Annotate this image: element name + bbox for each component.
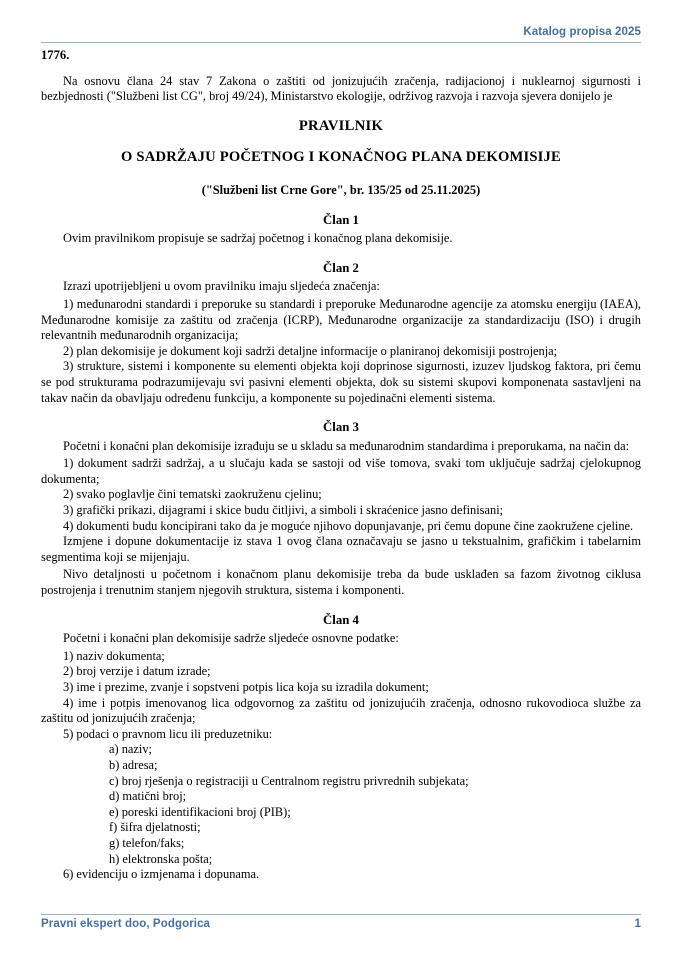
document-subtitle: O SADRŽAJU POČETNOG I KONAČNOG PLANA DEKOMISIJE [121,149,561,166]
footer-page-number: 1 [634,918,641,930]
header-title: Katalog propisa 2025 [523,26,641,38]
article-paragraph: Početni i konačni plan dekomisije sadrže sljedeće osnovne podatke: [63,631,399,646]
list-item: 1) naziv dokumenta; [63,648,165,663]
list-item: 3) strukture, sistemi i komponente su elementi objekta koji doprinose sigurnosti, izuzev ljudskog faktora, pri čemu se pod strukturama podrazumijevaju svi pasivni elementi objekta, dok su sistemi skupovi komponenata sastavljeni na takav način da obavljaju određenu funkciju, a komponente su pojedinačni elementi sistema. [41,359,641,405]
act-number: 1776. [41,48,70,62]
article-heading: Član 4 [323,612,359,627]
list-item: 4) ime i potpis imenovanog lica odgovornog za zaštitu od jonizujućih zračenja, odnosno rukovodioca službe za zaštitu od jonizujućih zračenja; [41,695,641,726]
list-item: 1) međunarodni standardi i preporuke su standardi i preporuke Međunarodne agencije za atomsku energiju (IAEA), Međunarodne komisije za zaštitu od zračenja (ICRP), Međunarodne organizacije za standardizaciju (ISO) i drugih relevantnih međunarodnih organizacija; [41,296,641,343]
article-paragraph: Ovim pravilnikom propisuje se sadržaj početnog i konačnog plana dekomisije. [63,231,453,246]
list-subitem: e) poreski identifikacioni broj (PIB); [109,804,291,819]
article-heading: Član 3 [323,420,359,435]
list-item: 3) ime i prezime, zvanje i sopstveni potpis lica koja su izradila dokument; [63,680,429,694]
list-subitem: a) naziv; [109,742,152,757]
article-paragraph: Početni i konačni plan dekomisije izrađuju se u skladu sa međunarodnim standardima i preporukama, na način da: [63,438,630,453]
footer-publisher: Pravni ekspert doo, Podgorica [41,918,211,930]
document-source-reference: ("Službeni list Crne Gore", br. 135/25 od 25.11.2025) [201,182,481,197]
list-item: 6) evidenciju o izmjenama i dopunama. [63,867,260,882]
list-item: 3) grafički prikazi, dijagrami i skice budu čitljivi, a simboli i skraćenice jasno definisani; [63,503,504,518]
list-subitem: g) telefon/faks; [109,835,185,850]
page-header [41,22,641,43]
list-item: 2) svako poglavlje čini tematski zaokruženu cjelinu; [63,487,322,502]
footer-row [41,918,641,930]
article-closing-paragraph: Izmjene i dopune dokumentacije iz stava 1 ovog člana označavaju se jasno u tekstualnim, grafičkim i tabelarnim segmentima koji se mijenjaju. [41,534,641,564]
list-subitem: d) matični broj; [109,789,187,804]
article-heading: Član 2 [323,260,359,275]
list-item: 1) dokument sadrži sadržaj, a u slučaju kada se sastoji od više tomova, svaki tom uključuje sadržaj cjelokupnog dokumenta; [41,456,641,486]
list-item: 2) broj verzije i datum izrade; [63,664,211,679]
document-title: PRAVILNIK [298,117,384,134]
list-item: 5) podaci o pravnom licu ili preduzetniku: [63,726,273,741]
article-paragraph: Izrazi upotrijebljeni u ovom pravilniku imaju sljedeća značenja: [63,279,380,294]
list-item: 4) dokumenti budu koncipirani tako da je moguće njihovo dopunjavanje, pri čemu dopune čine zaokružene cjeline. [63,518,634,533]
list-subitem: h) elektronska pošta; [109,851,213,866]
list-subitem: b) adresa; [109,757,158,772]
list-subitem: f) šifra djelatnosti; [109,820,201,835]
list-subitem: c) broj rješenja o registraciji u Centralnom registru privrednih subjekata; [109,773,469,788]
page-footer [41,914,641,930]
header-divider [41,42,641,43]
list-item: 2) plan dekomisije je dokument koji sadrži detaljne informacije o planiranoj dekomisiji postrojenja; [63,343,558,358]
footer-divider [41,914,641,915]
article-closing-paragraph: Nivo detaljnosti u početnom i konačnom planu dekomisije treba da bude usklađen sa fazom životnog ciklusa postrojenja i trenutnim stanjem njegovih struktura, sistema i komponenti. [41,567,641,598]
article-heading: Član 1 [323,212,359,227]
preamble-paragraph: Na osnovu člana 24 stav 7 Zakona o zaštiti od jonizujućih zračenja, radijacionoj i nuklearnoj sigurnosti i bezbjednosti ("Službeni list CG", broj 49/24), Ministarstvo ekologije, održivog razvoja i razvoja sjevera donijelo je [41,73,641,104]
document-content [41,48,641,883]
